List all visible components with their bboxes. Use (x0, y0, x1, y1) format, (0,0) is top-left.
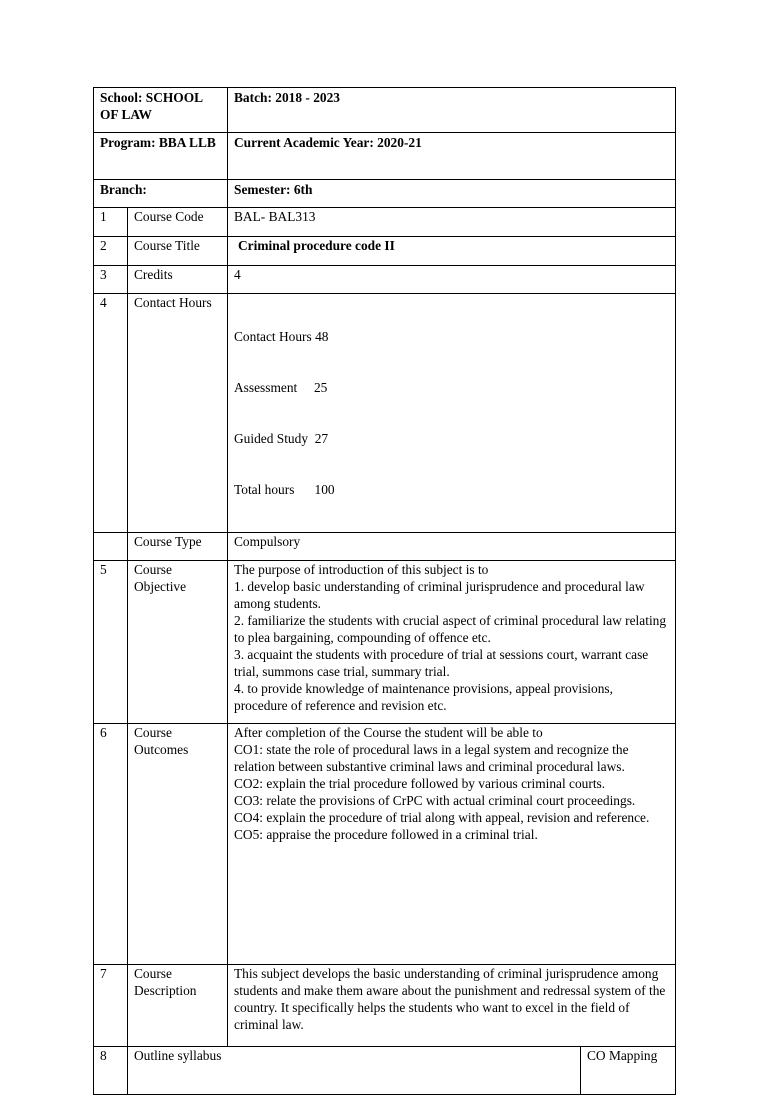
assessment-line: Assessment 25 (234, 380, 328, 395)
row-course-description (94, 965, 676, 1047)
outcome-item: CO5: appraise the procedure followed in a criminal trial. (234, 827, 538, 842)
objective-item: 1. develop basic understanding of criminal jurisprudence and procedural law among students. (234, 579, 645, 611)
row-label: Course Type (128, 533, 228, 561)
row-number: 3 (94, 266, 128, 294)
row-number: 4 (94, 294, 128, 533)
row-course-code (94, 208, 676, 237)
course-outcomes-value (228, 724, 676, 965)
batch-cell: Batch: 2018 - 2023 (228, 88, 676, 133)
objective-item: 3. acquaint the students with procedure of trial at sessions court, warrant case trial, summons case trial, summary trial. (234, 647, 649, 679)
total-hours-line: Total hours 100 (234, 482, 335, 497)
header-row-program (94, 133, 676, 180)
objective-item: 2. familiarize the students with crucial aspect of criminal procedural law relating to plea bargaining, compounding of offence etc. (234, 613, 667, 645)
course-objective-value (228, 561, 676, 724)
row-number: 1 (94, 208, 128, 237)
school-cell: School: SCHOOL OF LAW (94, 88, 228, 133)
row-number (94, 533, 128, 561)
outline-syllabus-label: Outline syllabus (128, 1047, 581, 1095)
course-title-value: Criminal procedure code II (228, 237, 676, 266)
co-mapping-label: CO Mapping (581, 1047, 676, 1095)
row-label: Course Objective (128, 561, 228, 724)
row-number: 5 (94, 561, 128, 724)
objective-intro: The purpose of introduction of this subject is to (234, 562, 489, 577)
course-details-table (93, 87, 676, 1095)
row-label: Contact Hours (128, 294, 228, 533)
objective-item: 4. to provide knowledge of maintenance provisions, appeal provisions, procedure of reference and revision etc. (234, 681, 613, 713)
row-label: Credits (128, 266, 228, 294)
row-course-outcomes (94, 724, 676, 965)
row-label: Course Outcomes (128, 724, 228, 965)
outcome-item: CO1: state the role of procedural laws in a legal system and recognize the relation between substantive criminal laws and criminal procedural laws. (234, 742, 629, 774)
branch-cell: Branch: (94, 180, 228, 208)
row-label: Course Title (128, 237, 228, 266)
row-course-title (94, 237, 676, 266)
row-outline-syllabus (94, 1047, 676, 1095)
contact-hours-value (228, 294, 676, 533)
academic-year-cell: Current Academic Year: 2020-21 (228, 133, 676, 180)
course-type-value: Compulsory (228, 533, 676, 561)
outcome-item: CO2: explain the trial procedure followed by various criminal courts. (234, 776, 606, 791)
guided-study-line: Guided Study 27 (234, 431, 329, 446)
header-row-branch (94, 180, 676, 208)
row-course-objective (94, 561, 676, 724)
row-number: 8 (94, 1047, 128, 1095)
row-number: 7 (94, 965, 128, 1047)
row-number: 2 (94, 237, 128, 266)
outcomes-intro: After completion of the Course the student will be able to (234, 725, 543, 740)
row-label: Course Description (128, 965, 228, 1047)
program-cell: Program: BBA LLB (94, 133, 228, 180)
row-course-type (94, 533, 676, 561)
row-contact-hours (94, 294, 676, 533)
credits-value: 4 (228, 266, 676, 294)
outcome-item: CO4: explain the procedure of trial along with appeal, revision and reference. (234, 810, 650, 825)
course-description-value: This subject develops the basic understanding of criminal jurisprudence among students and make them aware about the punishment and redressal system of the country. It specifically helps the students who want to excel in the field of criminal law. (228, 965, 676, 1047)
row-label: Course Code (128, 208, 228, 237)
contact-hours-line: Contact Hours 48 (234, 329, 329, 344)
row-credits (94, 266, 676, 294)
course-code-value: BAL- BAL313 (228, 208, 676, 237)
outcome-item: CO3: relate the provisions of CrPC with actual criminal court proceedings. (234, 793, 636, 808)
semester-cell: Semester: 6th (228, 180, 676, 208)
row-number: 6 (94, 724, 128, 965)
header-row-school (94, 88, 676, 133)
